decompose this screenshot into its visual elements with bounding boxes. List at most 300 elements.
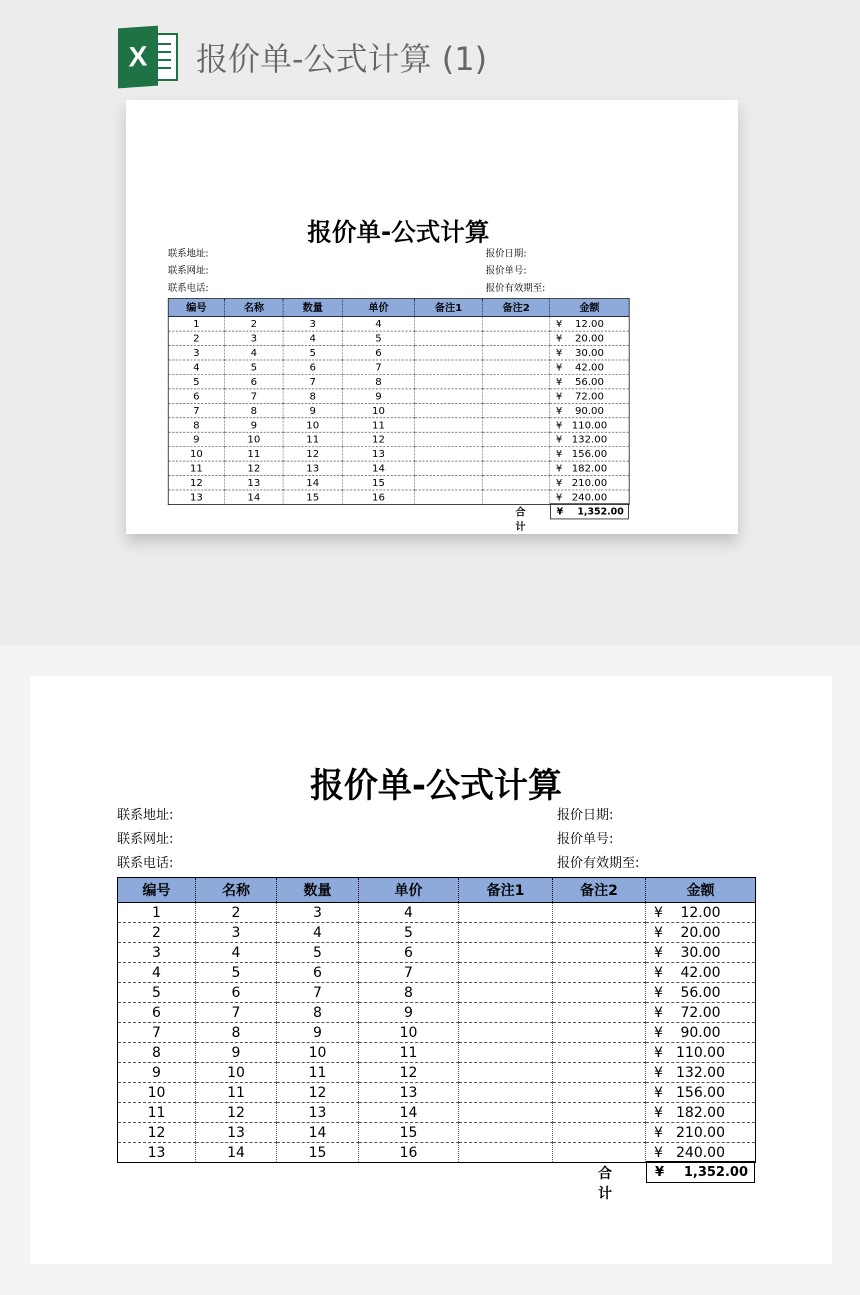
amount-cell [550,360,629,374]
table-cell: 13 [118,1143,196,1163]
currency-symbol: ¥ [654,1004,663,1021]
table-cell: 7 [118,1023,196,1043]
table-cell: 4 [196,943,277,963]
amount-cell [646,1143,756,1163]
total-amount-cell [550,503,629,519]
amount-value: 156.00 [571,448,608,460]
total-label: 合计 [515,507,526,534]
table-cell [459,963,553,983]
amount-value: 240.00 [571,491,608,504]
table-cell: 5 [359,923,459,943]
table-cell [553,1003,646,1023]
column-header: 备注1 [459,878,553,903]
amount-cell [646,1023,756,1043]
table-cell: 5 [283,346,342,360]
amount-cell [646,983,756,1003]
amount-cell [550,346,629,360]
currency-symbol: ¥ [555,404,563,417]
document-page [30,676,832,1264]
table-cell [483,447,550,461]
table-cell: 4 [359,903,459,923]
quote-number-label: 报价单号: [557,832,614,847]
currency-symbol: ¥ [654,1084,663,1101]
table-cell: 4 [342,317,414,331]
table-cell [415,418,483,432]
table-cell [553,903,646,923]
table-cell [483,360,550,374]
table-cell: 12 [225,461,284,475]
table-cell [553,923,646,943]
table-cell: 7 [168,403,224,417]
amount-cell [646,1063,756,1083]
amount-value: 72.00 [680,1004,721,1021]
table-cell [483,389,550,403]
table-cell [459,983,553,1003]
contact-address-label: 联系地址: [117,808,174,823]
amount-cell [550,432,629,446]
table-cell [553,1083,646,1103]
table-cell: 9 [168,432,224,446]
table-cell [483,490,550,504]
table-cell [483,432,550,446]
table-cell [415,461,483,475]
column-header: 单价 [342,299,414,317]
table-cell: 7 [283,374,342,388]
table-cell: 4 [277,923,359,943]
table-cell: 5 [118,983,196,1003]
table-cell: 5 [342,331,414,345]
file-title-bar [118,26,487,88]
table-cell [415,317,483,331]
table-row [168,476,629,490]
currency-symbol: ¥ [654,984,663,1001]
amount-cell [646,1123,756,1143]
amount-cell [550,490,629,504]
table-cell: 10 [342,403,414,417]
currency-symbol: ¥ [654,924,663,941]
amount-value: 20.00 [574,332,604,345]
amount-cell [550,418,629,432]
table-row [168,447,629,461]
column-header: 金额 [550,299,629,317]
table-cell: 3 [225,331,284,345]
currency-symbol: ¥ [654,944,663,961]
table-cell: 8 [225,403,284,417]
table-cell: 4 [168,360,224,374]
table-cell: 5 [168,374,224,388]
table-cell [459,1083,553,1103]
table-cell [415,490,483,504]
table-cell [483,476,550,490]
table-cell: 3 [283,317,342,331]
table-row [118,1003,756,1023]
table-cell: 9 [359,1003,459,1023]
currency-symbol: ¥ [555,462,563,475]
table-cell [415,331,483,345]
amount-value: 182.00 [571,462,608,475]
table-cell [459,1143,553,1163]
currency-symbol: ¥ [655,1165,665,1180]
table-cell [483,317,550,331]
table-cell: 11 [225,447,284,461]
table-row [168,490,629,504]
table-cell: 6 [225,374,284,388]
amount-value: 132.00 [676,1064,725,1081]
amount-value: 12.00 [680,904,721,921]
amount-value: 132.00 [571,433,608,446]
table-cell [459,903,553,923]
currency-symbol: ¥ [556,506,564,518]
table-cell: 10 [168,447,224,461]
table-cell [553,1103,646,1123]
table-cell [553,1143,646,1163]
amount-cell [646,903,756,923]
table-cell [553,1123,646,1143]
table-cell: 6 [168,389,224,403]
table-cell: 15 [342,476,414,490]
table-cell: 9 [342,389,414,403]
table-cell: 1 [118,903,196,923]
table-row [118,1143,756,1163]
currency-symbol: ¥ [654,1144,663,1161]
table-cell: 10 [277,1043,359,1063]
column-header: 备注2 [483,299,550,317]
amount-value: 30.00 [680,944,721,961]
table-cell: 9 [225,418,284,432]
table-row [168,389,629,403]
amount-value: 182.00 [676,1104,725,1121]
amount-cell [550,476,629,490]
quote-valid-until-label: 报价有效期至: [485,283,546,294]
table-row [118,903,756,923]
amount-value: 110.00 [676,1044,725,1061]
column-header: 数量 [283,299,342,317]
table-cell [553,963,646,983]
table-cell: 14 [277,1123,359,1143]
table-cell: 16 [359,1143,459,1163]
table-cell [553,1023,646,1043]
table-cell: 12 [196,1103,277,1123]
table-cell [483,418,550,432]
table-row [168,403,629,417]
table-cell: 6 [359,943,459,963]
table-cell [553,983,646,1003]
table-cell: 5 [225,360,284,374]
table-cell: 15 [283,490,342,504]
table-cell: 6 [118,1003,196,1023]
table-cell: 10 [283,418,342,432]
table-row [168,374,629,388]
amount-value: 56.00 [680,984,721,1001]
table-row [168,331,629,345]
table-row [168,360,629,374]
amount-cell [550,461,629,475]
table-row [168,317,629,331]
table-cell [415,476,483,490]
table-cell: 11 [283,432,342,446]
quote-date-label: 报价日期: [557,808,614,823]
quote-valid-until-label: 报价有效期至: [557,856,640,871]
amount-value: 30.00 [574,346,604,359]
table-cell: 8 [283,389,342,403]
column-header: 备注1 [415,299,483,317]
table-cell: 12 [277,1083,359,1103]
table-cell: 14 [196,1143,277,1163]
currency-symbol: ¥ [555,419,563,431]
currency-symbol: ¥ [555,318,563,330]
total-amount-cell [646,1161,755,1183]
table-cell: 7 [277,983,359,1003]
amount-value: 110.00 [571,419,608,431]
doc-title: 报价单-公式计算 [309,766,563,806]
table-cell: 6 [342,346,414,360]
quote-table [168,298,630,505]
amount-value: 156.00 [676,1084,725,1101]
amount-cell [646,1103,756,1123]
table-cell: 3 [196,923,277,943]
table-cell: 4 [118,963,196,983]
table-cell: 3 [277,903,359,923]
table-cell: 9 [283,403,342,417]
contact-phone-label: 联系电话: [117,856,174,871]
table-cell: 11 [168,461,224,475]
table-cell: 6 [196,983,277,1003]
table-cell: 8 [277,1003,359,1023]
table-row [118,963,756,983]
excel-icon: X [118,27,180,87]
currency-symbol: ¥ [654,1044,663,1061]
amount-value: 42.00 [574,361,604,374]
table-row [118,1123,756,1143]
amount-value: 12.00 [574,318,604,330]
table-cell [483,461,550,475]
amount-value: 56.00 [574,375,604,388]
currency-symbol: ¥ [555,390,563,402]
currency-symbol: ¥ [555,491,563,504]
currency-symbol: ¥ [654,1064,663,1081]
table-cell: 14 [342,461,414,475]
amount-cell [646,923,756,943]
table-row [168,418,629,432]
currency-symbol: ¥ [555,477,563,489]
table-cell: 11 [118,1103,196,1123]
amount-cell [550,389,629,403]
table-cell: 11 [277,1063,359,1083]
table-cell: 13 [283,461,342,475]
table-cell: 3 [168,346,224,360]
table-cell: 2 [225,317,284,331]
table-cell: 2 [118,923,196,943]
table-row [118,1023,756,1043]
table-row [118,1063,756,1083]
currency-symbol: ¥ [555,433,563,446]
total-amount: 1,352.00 [683,1165,748,1180]
amount-value: 90.00 [574,404,604,417]
table-cell [415,447,483,461]
contact-website-label: 联系网址: [167,265,209,277]
table-row [168,346,629,360]
amount-value: 240.00 [676,1144,725,1161]
column-header: 编号 [118,878,196,903]
table-cell: 9 [196,1043,277,1063]
table-cell: 12 [118,1123,196,1143]
table-cell [483,374,550,388]
table-cell: 10 [196,1063,277,1083]
table-cell [459,923,553,943]
currency-symbol: ¥ [654,964,663,981]
table-cell [459,943,553,963]
table-cell [553,1063,646,1083]
table-cell: 13 [277,1103,359,1123]
currency-symbol: ¥ [555,375,563,388]
table-cell: 5 [277,943,359,963]
column-header: 名称 [225,299,284,317]
quote-date-label: 报价日期: [485,248,527,260]
amount-value: 20.00 [680,924,721,941]
table-cell: 11 [342,418,414,432]
table-cell: 7 [225,389,284,403]
amount-cell [646,1083,756,1103]
table-cell: 8 [168,418,224,432]
table-cell: 10 [118,1083,196,1103]
table-row [118,1083,756,1103]
column-header: 备注2 [553,878,646,903]
amount-cell [646,963,756,983]
amount-cell [550,447,629,461]
currency-symbol: ¥ [555,361,563,374]
table-cell: 14 [359,1103,459,1123]
table-cell [553,943,646,963]
amount-value: 42.00 [680,964,721,981]
table-cell: 2 [168,331,224,345]
table-cell [459,1103,553,1123]
table-cell: 13 [342,447,414,461]
currency-symbol: ¥ [654,1104,663,1121]
column-header: 编号 [168,299,224,317]
amount-cell [646,1003,756,1023]
table-cell: 3 [118,943,196,963]
table-cell: 9 [277,1023,359,1043]
amount-cell [646,943,756,963]
amount-value: 90.00 [680,1024,721,1041]
amount-cell [550,331,629,345]
table-cell [459,1043,553,1063]
table-cell [483,331,550,345]
table-cell [415,403,483,417]
table-cell: 2 [196,903,277,923]
amount-cell [550,317,629,331]
table-cell: 12 [283,447,342,461]
table-cell: 13 [359,1083,459,1103]
column-header: 金额 [646,878,756,903]
table-row [118,943,756,963]
table-row [118,1043,756,1063]
table-cell: 12 [168,476,224,490]
quote-number-label: 报价单号: [485,265,527,277]
amount-value: 210.00 [571,477,608,489]
table-cell: 12 [359,1063,459,1083]
document-preview-thumbnail[interactable] [126,100,738,534]
table-cell: 14 [225,490,284,504]
table-cell: 8 [359,983,459,1003]
currency-symbol: ¥ [654,1024,663,1041]
table-cell [415,346,483,360]
currency-symbol: ¥ [555,346,563,359]
contact-website-label: 联系网址: [117,832,174,847]
table-cell: 7 [359,963,459,983]
table-cell: 15 [277,1143,359,1163]
table-cell: 4 [283,331,342,345]
amount-cell [550,403,629,417]
currency-symbol: ¥ [555,448,563,460]
table-cell: 15 [359,1123,459,1143]
table-cell: 11 [196,1083,277,1103]
column-header: 单价 [359,878,459,903]
table-cell: 12 [342,432,414,446]
table-cell [483,346,550,360]
table-cell [483,403,550,417]
table-row [168,432,629,446]
table-cell: 1 [168,317,224,331]
doc-title: 报价单-公式计算 [307,218,490,247]
table-cell: 10 [359,1023,459,1043]
amount-value: 210.00 [676,1124,725,1141]
contact-address-label: 联系地址: [167,248,209,260]
table-cell: 7 [342,360,414,374]
table-cell: 7 [196,1003,277,1023]
table-cell: 13 [196,1123,277,1143]
table-cell: 8 [342,374,414,388]
quote-table [117,877,756,1163]
table-cell [459,1123,553,1143]
column-header: 数量 [277,878,359,903]
file-title: 报价单-公式计算 (1) [196,40,488,78]
table-row [118,983,756,1003]
amount-cell [550,374,629,388]
total-label: 合计 [598,1166,612,1202]
table-row [168,461,629,475]
amount-value: 72.00 [574,390,604,402]
amount-cell [646,1043,756,1063]
table-cell: 9 [118,1063,196,1083]
table-cell [415,389,483,403]
table-cell [459,1063,553,1083]
table-cell: 11 [359,1043,459,1063]
table-cell: 14 [283,476,342,490]
table-cell: 13 [225,476,284,490]
table-cell: 13 [168,490,224,504]
table-cell: 10 [225,432,284,446]
currency-symbol: ¥ [654,1124,663,1141]
currency-symbol: ¥ [654,904,663,921]
table-cell: 8 [118,1043,196,1063]
total-amount: 1,352.00 [577,506,624,518]
table-cell: 5 [196,963,277,983]
table-cell [415,374,483,388]
table-cell: 6 [277,963,359,983]
table-cell [459,1003,553,1023]
table-cell: 6 [283,360,342,374]
table-row [118,923,756,943]
table-cell [415,360,483,374]
table-cell: 4 [225,346,284,360]
table-cell: 8 [196,1023,277,1043]
contact-phone-label: 联系电话: [167,283,209,294]
table-cell [459,1023,553,1043]
table-cell [553,1043,646,1063]
table-cell: 16 [342,490,414,504]
table-cell [415,432,483,446]
